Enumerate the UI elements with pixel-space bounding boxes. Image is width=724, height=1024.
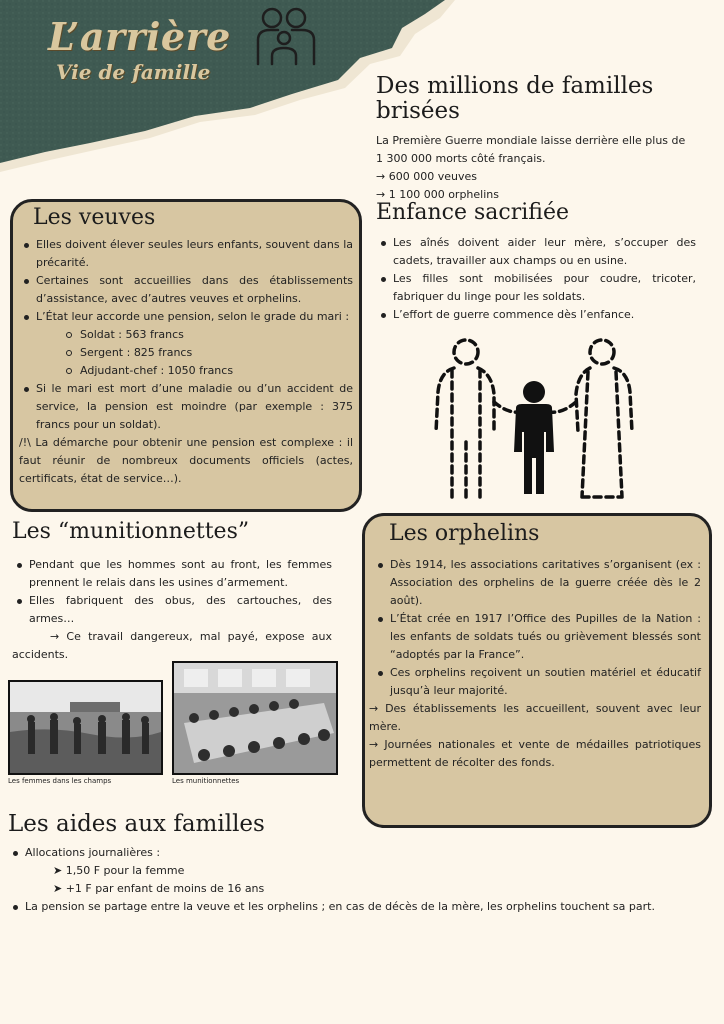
pension-item: Sergent : 825 francs xyxy=(66,344,353,362)
widows-count: → 600 000 veuves xyxy=(376,169,477,183)
orphans-count: → 1 100 000 orphelins xyxy=(376,187,499,201)
arrow-note: → Journées nationales et vente de médailles patriotiques permettent de récolter des fonds. xyxy=(369,738,701,770)
list-item: Ces orphelins reçoivent un soutien matériel et éducatif jusqu’à leur majorité. xyxy=(373,664,701,700)
section-widows xyxy=(10,199,362,512)
munitions-list xyxy=(12,556,332,628)
list-item: Si le mari est mort d’une maladie ou d’un accident de service, la pension est moindre (par exemple : 375 francs pour un soldat). xyxy=(19,380,353,434)
list-item: La pension se partage entre la veuve et les orphelins ; en cas de décès de la mère, les orphelins touchent sa part. xyxy=(8,898,708,916)
list-item xyxy=(8,844,708,898)
family-icon xyxy=(252,4,320,74)
list-item: L’État crée en 1917 l’Office des Pupilles de la Nation : les enfants de soldats tués ou grièvement blessés sont “adoptés par la France”. xyxy=(373,610,701,664)
list-item: L’effort de guerre commence dès l’enfance. xyxy=(376,306,696,324)
list-item: Dès 1914, les associations caritatives s’organisent (ex : Association des orphelins de la guerre créée dès le 2 août). xyxy=(373,556,701,610)
list-item: Elles fabriquent des obus, des cartouches, des armes… xyxy=(12,592,332,628)
pension-item: Soldat : 563 francs xyxy=(66,326,353,344)
arrow-note: → Ce travail dangereux, mal payé, expose aux accidents. xyxy=(12,630,332,662)
section-title: Les orphelins xyxy=(389,521,540,546)
list-item: Elles doivent élever seules leurs enfants, souvent dans la précarité. xyxy=(19,236,353,272)
photo-image xyxy=(174,663,336,773)
photo-munitionnettes xyxy=(172,661,338,775)
child-parents-illustration xyxy=(430,332,640,502)
list-item: Les aînés doivent aider leur mère, s’occuper des cadets, travailler aux champs ou en usine. xyxy=(376,234,696,270)
photo-women-fields xyxy=(8,680,163,775)
photo-image xyxy=(10,682,161,773)
pension-list xyxy=(36,326,353,380)
photo-caption: Les munitionnettes xyxy=(172,777,240,785)
section-broken-families xyxy=(376,74,716,204)
section-orphans xyxy=(362,513,712,828)
section-title: Les “munitionnettes” xyxy=(12,519,250,544)
aid-list xyxy=(8,844,708,916)
section-childhood xyxy=(376,201,696,324)
list-item-text: Allocations journalières : xyxy=(25,846,161,860)
childhood-list xyxy=(376,234,696,324)
section-munitionnettes xyxy=(12,520,332,664)
list-item: Les filles sont mobilisées pour coudre, tricoter, fabriquer du linge pour les soldats. xyxy=(376,270,696,306)
list-item: Pendant que les hommes sont au front, les femmes prennent le relais dans les usines d’armement. xyxy=(12,556,332,592)
widows-list xyxy=(19,236,353,434)
intro-text: La Première Guerre mondiale laisse derrière elle plus de xyxy=(376,133,686,147)
list-item: Certaines sont accueillies dans des établissements d’assistance, avec d’autres veuves et orphelins. xyxy=(19,272,353,308)
section-family-aid xyxy=(8,812,708,916)
intro-text: 1 300 000 morts côté français. xyxy=(376,151,546,165)
photo-caption: Les femmes dans les champs xyxy=(8,777,112,785)
section-title: Des millions de familles brisées xyxy=(376,73,654,125)
section-title: Enfance sacrifiée xyxy=(376,200,569,225)
orphans-list xyxy=(369,556,701,700)
page-title: L’arrière xyxy=(48,14,231,59)
pension-item: Adjudant-chef : 1050 francs xyxy=(66,362,353,380)
page-subtitle: Vie de famille xyxy=(56,60,211,84)
warning-note: /!\ La démarche pour obtenir une pension est complexe : il faut réunir de nombreux documents officiels (actes, certificats, état de service…). xyxy=(19,436,353,486)
allowance-item: ➤ 1,50 F pour la femme xyxy=(53,864,185,878)
arrow-note: → Des établissements les accueillent, souvent avec leur mère. xyxy=(369,702,701,734)
section-title: Les veuves xyxy=(33,205,156,230)
list-item xyxy=(19,308,353,380)
allowance-item: ➤ +1 F par enfant de moins de 16 ans xyxy=(53,882,265,896)
section-title: Les aides aux familles xyxy=(8,811,265,837)
list-item-text: L’État leur accorde une pension, selon le grade du mari : xyxy=(36,310,350,324)
